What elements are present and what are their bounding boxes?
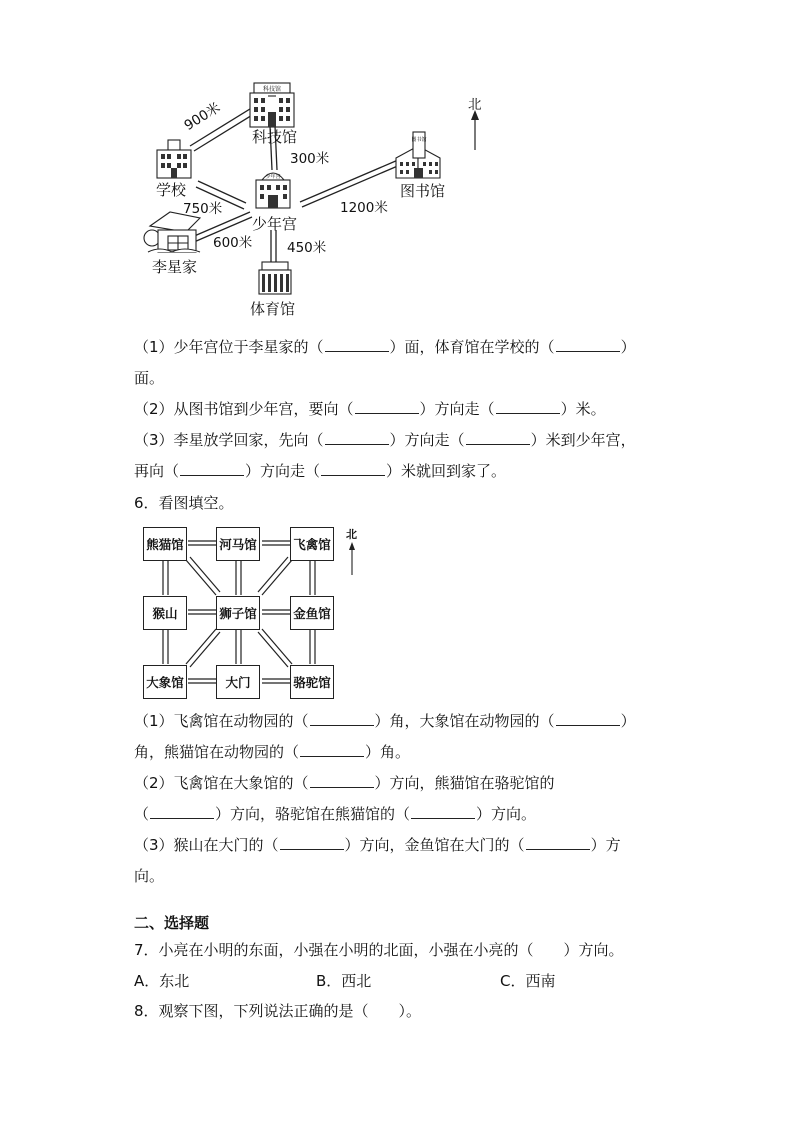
- section-heading-choice: 二、选择题: [134, 914, 210, 932]
- q7-option-b[interactable]: B．西北: [316, 972, 372, 990]
- sign-keji: 科技馆: [262, 86, 282, 93]
- answer-blank[interactable]: [150, 804, 214, 819]
- q6-part2-line1: [134, 772, 555, 794]
- q7-option-a[interactable]: A．东北: [134, 972, 190, 990]
- q5-p1-text-c: ）: [620, 338, 636, 356]
- answer-blank[interactable]: [496, 399, 560, 414]
- zoo-monkey: 猴山: [143, 596, 187, 630]
- gym-building-icon: [259, 262, 291, 294]
- q5-p3-text-b: ）方向走（: [389, 431, 465, 449]
- answer-blank[interactable]: [180, 461, 244, 476]
- zoo-camel: 骆驼馆: [290, 665, 334, 699]
- answer-blank[interactable]: [556, 337, 620, 352]
- q6-p2-text-a: （2）飞禽馆在大象馆的（: [134, 774, 309, 792]
- q6-p2-text-b: ）方向，熊猫馆在骆驼馆的: [374, 774, 555, 792]
- q6-part1-line1: [134, 710, 636, 732]
- q5-part2: [134, 398, 606, 420]
- q5-p1-text-a: （1）少年宫位于李星家的（: [134, 338, 324, 356]
- sign-palace: 少年宫: [265, 174, 281, 180]
- q6-title: 6．看图填空。: [134, 494, 234, 512]
- q6-p3-text-b: ）方向，金鱼馆在大门的（: [344, 836, 525, 854]
- q6-p1-text-a: （1）飞禽馆在动物园的（: [134, 712, 309, 730]
- distance-school-palace: 750米: [183, 201, 223, 217]
- zoo-elephant: 大象馆: [143, 665, 187, 699]
- q5-p1-text-b: ）面，体育馆在学校的（: [389, 338, 555, 356]
- north-arrow-icon: [471, 110, 479, 150]
- q6-p2-text-e: ）方向。: [476, 805, 537, 823]
- q7-option-c[interactable]: C．西南: [500, 972, 556, 990]
- label-gym: 体育馆: [250, 300, 296, 318]
- q6-p3-text-c: ）方: [590, 836, 621, 854]
- q6-part1-line2: [134, 741, 410, 763]
- answer-blank[interactable]: [411, 804, 475, 819]
- q6-p3-text-a: （3）猴山在大门的（: [134, 836, 279, 854]
- q5-p3-text-d: 再向（: [134, 462, 180, 480]
- answer-blank[interactable]: [280, 835, 344, 850]
- distance-keji-palace: 300米: [290, 151, 330, 167]
- distance-school-keji: 900米: [181, 99, 224, 134]
- q7-text: 7．小亮在小明的东面，小强在小明的北面，小强在小亮的（ ）方向。: [134, 941, 624, 959]
- location-map: [0, 0, 794, 330]
- zoo-hippo: 河马馆: [216, 527, 260, 561]
- q5-p2-text-a: （2）从图书馆到少年宫，要向（: [134, 400, 354, 418]
- label-school: 学校: [156, 181, 187, 199]
- q5-part1-line2: [134, 367, 164, 389]
- answer-blank[interactable]: [556, 711, 620, 726]
- distance-palace-gym: 450米: [287, 240, 327, 256]
- label-palace: 少年宫: [252, 215, 298, 233]
- q6-part3-line1: [134, 834, 621, 856]
- sign-library: 图书馆: [411, 137, 427, 143]
- answer-blank[interactable]: [310, 711, 374, 726]
- q6-part2-line2: [134, 803, 536, 825]
- q5-part3-line2: [134, 460, 506, 482]
- zoo-map: [0, 520, 794, 720]
- zoo-gate: 大门: [216, 665, 260, 699]
- zoo-north-arrow-icon: [349, 542, 355, 575]
- q5-p2-text-b: ）方向走（: [419, 400, 495, 418]
- distance-home-palace: 600米: [213, 235, 253, 251]
- answer-blank[interactable]: [355, 399, 419, 414]
- answer-blank[interactable]: [526, 835, 590, 850]
- distance-library-palace: 1200米: [340, 200, 388, 216]
- house-icon: [144, 212, 200, 252]
- q6-p2-text-d: ）方向，骆驼馆在熊猫馆的（: [215, 805, 411, 823]
- answer-blank[interactable]: [325, 430, 389, 445]
- label-library: 图书馆: [400, 182, 446, 200]
- q5-p3-text-e: ）方向走（: [245, 462, 321, 480]
- answer-blank[interactable]: [321, 461, 385, 476]
- q8-text: 8．观察下图，下列说法正确的是（ ）。: [134, 1002, 422, 1020]
- q5-p3-text-a: （3）李星放学回家，先向（: [134, 431, 324, 449]
- zoo-north-label: 北: [346, 528, 357, 541]
- q6-p1-text-d: 角，熊猫馆在动物园的（: [134, 743, 300, 761]
- answer-blank[interactable]: [325, 337, 389, 352]
- zoo-bird: 飞禽馆: [290, 527, 334, 561]
- answer-blank[interactable]: [466, 430, 530, 445]
- zoo-lion: 狮子馆: [216, 596, 260, 630]
- q5-p2-text-c: ）米。: [560, 400, 606, 418]
- q6-p1-text-c: ）: [620, 712, 636, 730]
- q6-p1-text-e: ）角。: [365, 743, 411, 761]
- answer-blank[interactable]: [310, 773, 374, 788]
- answer-blank[interactable]: [300, 742, 364, 757]
- q6-part3-line2: [134, 865, 164, 887]
- north-label: 北: [468, 97, 482, 113]
- q6-p2-text-c: （: [134, 805, 150, 823]
- q5-p3-text-c: ）米到少年宫，: [530, 431, 636, 449]
- label-home: 李星家: [152, 258, 198, 276]
- q6-p3-text-d: 向。: [134, 867, 165, 885]
- zoo-panda: 熊猫馆: [143, 527, 187, 561]
- q5-p3-text-f: ）米就回到家了。: [386, 462, 507, 480]
- school-building-icon: [157, 140, 191, 178]
- label-keji: 科技馆: [252, 128, 298, 146]
- q5-part3-line1: [134, 429, 636, 451]
- q6-p1-text-b: ）角，大象馆在动物园的（: [374, 712, 555, 730]
- q5-p1-text-d: 面。: [134, 369, 165, 387]
- zoo-fish: 金鱼馆: [290, 596, 334, 630]
- q5-part1-line1: [134, 336, 636, 358]
